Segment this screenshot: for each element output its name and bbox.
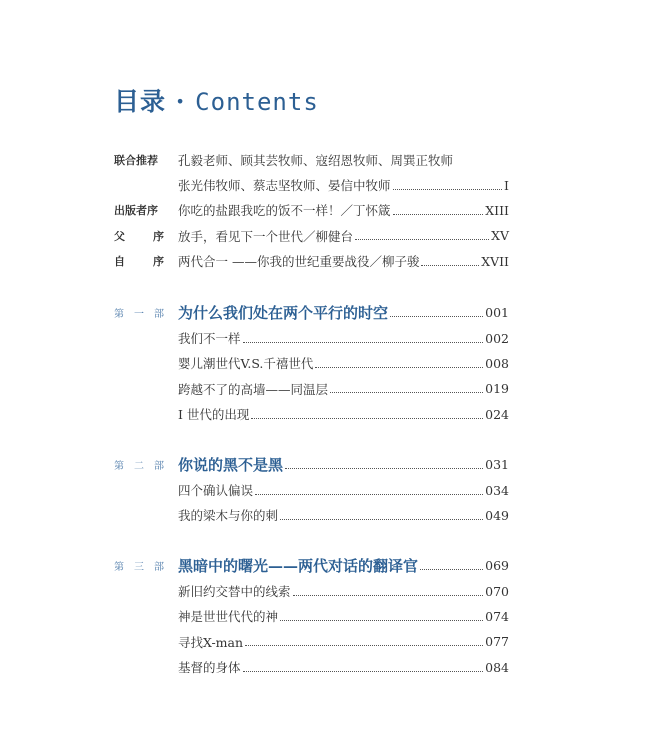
label-char: 第 xyxy=(114,309,124,321)
dot-leader xyxy=(293,595,484,596)
label-char: 部 xyxy=(154,461,164,473)
part-label xyxy=(114,558,164,573)
label-char: 二 xyxy=(134,461,144,473)
part-title: 黑暗中的曙光——两代对话的翻译官 xyxy=(178,557,419,576)
chapter-entry[interactable] xyxy=(178,351,509,376)
dot-leader xyxy=(355,239,489,240)
chapter-entry[interactable] xyxy=(178,604,509,629)
chapter-title: 四个确认偏误 xyxy=(178,483,254,499)
dot-leader xyxy=(315,367,483,368)
dot-leader xyxy=(285,468,483,469)
page-number: 069 xyxy=(485,558,509,574)
part-heading[interactable] xyxy=(114,452,509,477)
part-label xyxy=(114,305,164,320)
dot-leader xyxy=(251,418,483,419)
page-number: 077 xyxy=(485,634,509,650)
entry-text: 放手，看见下一个世代／柳健台 xyxy=(178,228,354,244)
dot-leader xyxy=(420,569,483,570)
page-number: XVII xyxy=(481,253,509,269)
toc-entry[interactable] xyxy=(114,249,509,274)
page-number: 008 xyxy=(485,355,509,371)
chapter-title: I 世代的出现 xyxy=(178,407,250,423)
page-title xyxy=(114,82,319,118)
title-zh: 目录 xyxy=(114,87,167,116)
dot-leader xyxy=(255,494,483,495)
page-number: 084 xyxy=(485,659,509,675)
dot-leader xyxy=(393,189,503,190)
chapter-title: 神是世世代代的神 xyxy=(178,609,279,625)
front-matter xyxy=(114,147,509,274)
label-char: 部 xyxy=(154,562,164,574)
page-number: 001 xyxy=(485,305,509,321)
dot-leader xyxy=(393,214,484,215)
title-en: Contents xyxy=(195,88,319,116)
entry-label xyxy=(114,253,164,269)
part-heading[interactable] xyxy=(114,553,509,578)
dot-leader xyxy=(330,392,483,393)
label-char: 自 xyxy=(114,255,125,269)
chapter-title: 新旧约交替中的线索 xyxy=(178,584,291,600)
entry-text: 孔毅老师、顾其芸牧师、寇绍恩牧师、周巽正牧师 xyxy=(178,152,454,168)
toc-entry[interactable] xyxy=(114,198,509,223)
label-char: 序 xyxy=(153,229,164,243)
page-number: 070 xyxy=(485,583,509,599)
chapter-entry[interactable] xyxy=(178,629,509,654)
entry-text: 两代合一 ——你我的世纪重要战役／柳子骏 xyxy=(178,254,420,270)
part-3 xyxy=(114,553,509,680)
chapter-title: 基督的身体 xyxy=(178,660,241,676)
label-char: 第 xyxy=(114,562,124,574)
entry-label: 联合推荐 xyxy=(114,153,158,167)
label-char: 一 xyxy=(134,309,144,321)
chapter-entry[interactable] xyxy=(178,376,509,401)
label-char: 序 xyxy=(153,255,164,269)
dot-leader xyxy=(243,671,484,672)
page-number: 024 xyxy=(485,406,509,422)
page-number: 002 xyxy=(485,330,509,346)
part-2 xyxy=(114,452,509,528)
chapter-title: 婴儿潮世代V.S.千禧世代 xyxy=(178,356,314,372)
page-number: XV xyxy=(491,228,509,244)
toc-entry[interactable] xyxy=(114,172,509,197)
label-char: 部 xyxy=(154,309,164,321)
label-char: 父 xyxy=(114,229,125,243)
part-label xyxy=(114,457,164,472)
chapter-entry[interactable] xyxy=(178,578,509,603)
part-heading[interactable] xyxy=(114,300,509,325)
chapter-entry[interactable] xyxy=(178,503,509,528)
part-title: 你说的黑不是黑 xyxy=(178,456,284,475)
dot-leader xyxy=(390,316,483,317)
chapter-title: 我的梁木与你的刺 xyxy=(178,508,279,524)
dot-leader xyxy=(245,645,483,646)
chapter-title: 我们不一样 xyxy=(178,331,241,347)
page-number: XIII xyxy=(485,202,509,218)
label-char: 三 xyxy=(134,562,144,574)
toc-entry[interactable] xyxy=(114,147,509,172)
page-number: 031 xyxy=(485,457,509,473)
chapter-entry[interactable] xyxy=(178,655,509,680)
chapter-entry[interactable] xyxy=(178,402,509,427)
dot-leader xyxy=(421,265,479,266)
toc-entry[interactable] xyxy=(114,223,509,248)
entry-text: 你吃的盐跟我吃的饭不一样！／丁怀箴 xyxy=(178,203,391,219)
chapter-entry[interactable] xyxy=(178,325,509,350)
entry-text: 张光伟牧师、蔡志坚牧师、晏信中牧师 xyxy=(178,178,391,194)
entry-label xyxy=(114,228,164,244)
page-number: I xyxy=(504,177,509,193)
chapter-entry[interactable] xyxy=(178,477,509,502)
page-number: 019 xyxy=(485,381,509,397)
dot-leader xyxy=(280,620,483,621)
title-separator: · xyxy=(175,87,186,116)
page-number: 074 xyxy=(485,608,509,624)
page-number: 034 xyxy=(485,482,509,498)
chapter-title: 寻找X-man xyxy=(178,634,244,650)
dot-leader xyxy=(243,342,484,343)
dot-leader xyxy=(280,519,483,520)
part-1 xyxy=(114,300,509,427)
page-number: 049 xyxy=(485,507,509,523)
chapter-title: 跨越不了的高墙——同温层 xyxy=(178,381,329,397)
label-char: 第 xyxy=(114,461,124,473)
part-title: 为什么我们处在两个平行的时空 xyxy=(178,304,389,323)
entry-label: 出版者序 xyxy=(114,204,158,218)
